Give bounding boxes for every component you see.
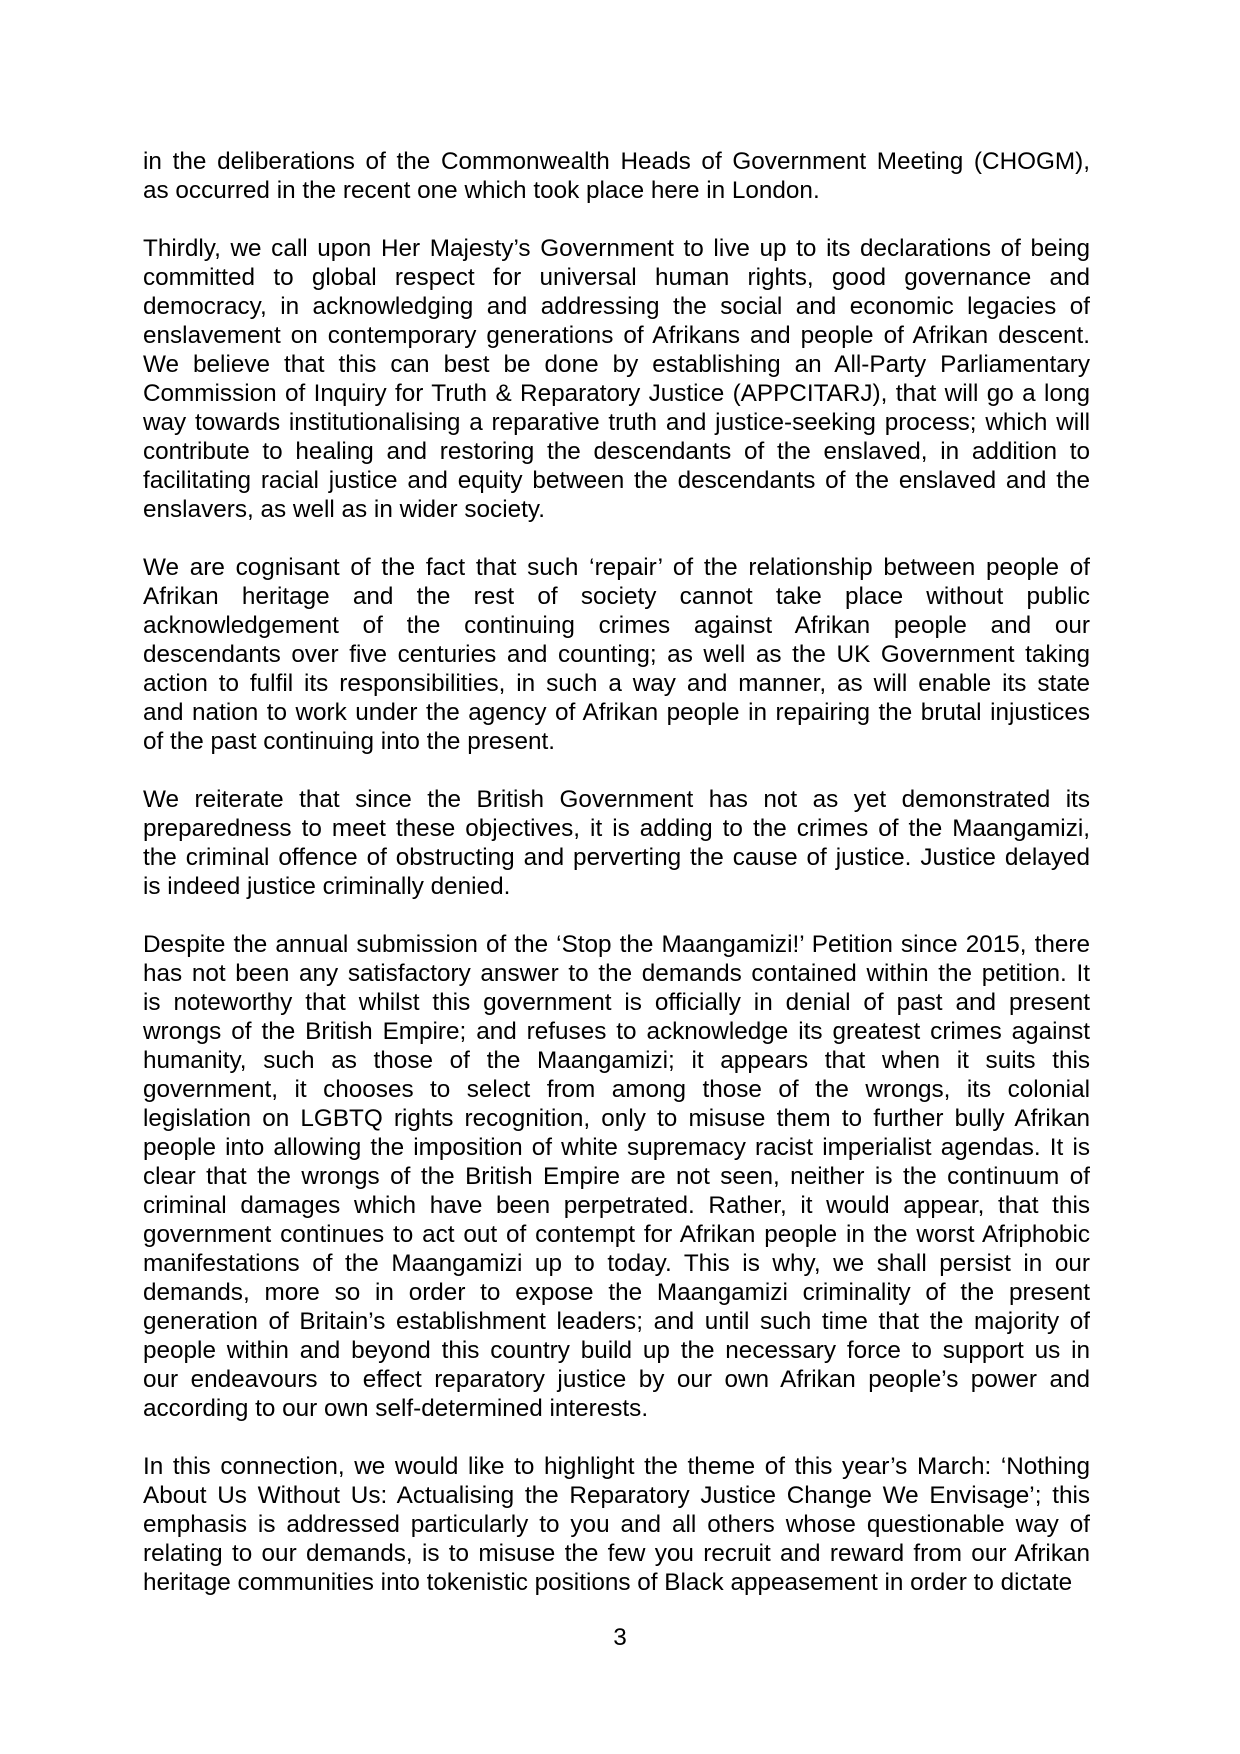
text-line: descendants over five centuries and counting; as well as the UK Government taking	[143, 641, 1090, 668]
text-line: generation of Britain’s establishment leaders; and until such time that the majority of	[143, 1308, 1090, 1335]
text-line: criminal damages which have been perpetrated. Rather, it would appear, that this	[143, 1192, 1090, 1219]
text-line: We reiterate that since the British Government has not as yet demonstrated its	[143, 786, 1090, 813]
text-line: wrongs of the British Empire; and refuses to acknowledge its greatest crimes against	[143, 1018, 1090, 1045]
text-line: is indeed justice criminally denied.	[143, 873, 511, 900]
text-line: clear that the wrongs of the British Empire are not seen, neither is the continuum of	[143, 1163, 1090, 1190]
text-line: facilitating racial justice and equity between the descendants of the enslaved and the	[143, 467, 1090, 494]
text-line: government, it chooses to select from among those of the wrongs, its colonial	[143, 1076, 1090, 1103]
text-line: committed to global respect for universal human rights, good governance and	[143, 264, 1090, 291]
text-line: About Us Without Us: Actualising the Reparatory Justice Change We Envisage’; this	[143, 1482, 1090, 1509]
text-line: heritage communities into tokenistic positions of Black appeasement in order to dictate	[143, 1569, 1073, 1596]
text-line: according to our own self-determined interests.	[143, 1395, 649, 1422]
text-line: the criminal offence of obstructing and perverting the cause of justice. Justice delayed	[143, 844, 1090, 871]
text-line: manifestations of the Maangamizi up to today. This is why, we shall persist in our	[143, 1250, 1090, 1277]
text-line: enslavement on contemporary generations of Afrikans and people of Afrikan descent.	[143, 322, 1090, 349]
text-line: action to fulfil its responsibilities, in such a way and manner, as will enable its state	[143, 670, 1090, 697]
text-line: of the past continuing into the present.	[143, 728, 555, 755]
text-line: our endeavours to effect reparatory justice by our own Afrikan people’s power and	[143, 1366, 1090, 1393]
text-line: demands, more so in order to expose the Maangamizi criminality of the present	[143, 1279, 1090, 1306]
paragraph-connection	[143, 1452, 1090, 1597]
text-line: preparedness to meet these objectives, it is adding to the crimes of the Maangamizi,	[143, 815, 1090, 842]
text-line: Afrikan heritage and the rest of society cannot take place without public	[143, 583, 1090, 610]
text-line: Despite the annual submission of the ‘Stop the Maangamizi!’ Petition since 2015, there	[143, 931, 1090, 958]
page-number: 3	[613, 1624, 627, 1651]
paragraph-despite	[143, 930, 1090, 1423]
text-line: Commission of Inquiry for Truth & Reparatory Justice (APPCITARJ), that will go a long	[143, 380, 1090, 407]
page-body-text	[143, 147, 1090, 1597]
text-line: enslavers, as well as in wider society.	[143, 496, 545, 523]
text-line: government continues to act out of contempt for Afrikan people in the worst Afriphobic	[143, 1221, 1090, 1248]
text-line: contribute to healing and restoring the descendants of the enslaved, in addition to	[143, 438, 1090, 465]
text-line: We are cognisant of the fact that such ‘repair’ of the relationship between people of	[143, 554, 1090, 581]
text-line: legislation on LGBTQ rights recognition, only to misuse them to further bully Afrikan	[143, 1105, 1090, 1132]
paragraph-thirdly	[143, 234, 1090, 524]
text-line: relating to our demands, is to misuse the few you recruit and reward from our Afrikan	[143, 1540, 1090, 1567]
text-line: people within and beyond this country build up the necessary force to support us in	[143, 1337, 1090, 1364]
text-line: humanity, such as those of the Maangamizi; it appears that when it suits this	[143, 1047, 1090, 1074]
text-line: people into allowing the imposition of white supremacy racist imperialist agendas. It is	[143, 1134, 1090, 1161]
text-line: in the deliberations of the Commonwealth Heads of Government Meeting (CHOGM),	[143, 148, 1090, 175]
paragraph-cognisant	[143, 553, 1090, 756]
paragraph-reiterate	[143, 785, 1090, 901]
text-line: is noteworthy that whilst this government is officially in denial of past and present	[143, 989, 1090, 1016]
paragraph-chogm	[143, 147, 1090, 205]
text-line: way towards institutionalising a reparative truth and justice-seeking process; which will	[143, 409, 1090, 436]
text-line: has not been any satisfactory answer to the demands contained within the petition. It	[143, 960, 1090, 987]
text-line: democracy, in acknowledging and addressing the social and economic legacies of	[143, 293, 1090, 320]
text-line: emphasis is addressed particularly to you and all others whose questionable way of	[143, 1511, 1090, 1538]
text-line: In this connection, we would like to highlight the theme of this year’s March: ‘Nothing	[143, 1453, 1090, 1480]
text-line: Thirdly, we call upon Her Majesty’s Government to live up to its declarations of being	[143, 235, 1090, 262]
text-line: acknowledgement of the continuing crimes against Afrikan people and our	[143, 612, 1090, 639]
text-line: as occurred in the recent one which took place here in London.	[143, 177, 820, 204]
text-line: We believe that this can best be done by establishing an All-Party Parliamentary	[143, 351, 1090, 378]
text-line: and nation to work under the agency of Afrikan people in repairing the brutal injustices	[143, 699, 1090, 726]
